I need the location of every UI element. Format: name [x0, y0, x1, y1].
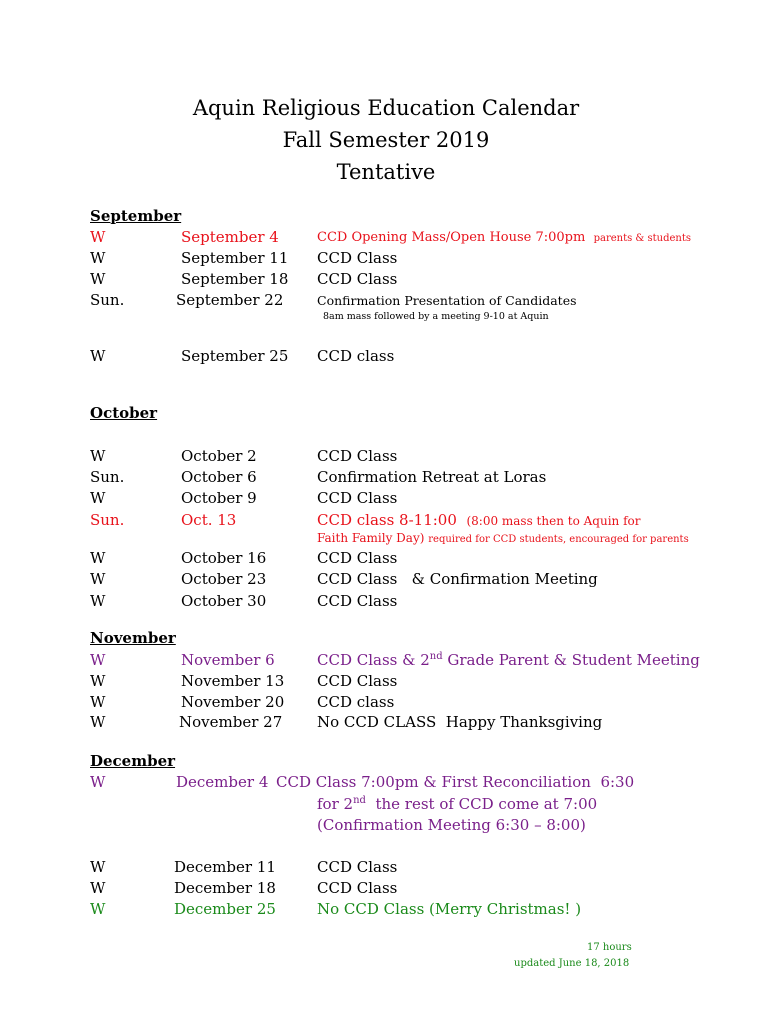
september-row	[0, 227, 768, 248]
december-row	[0, 772, 768, 793]
row-date: Oct. 13	[181, 511, 237, 529]
row-event: CCD Class	[317, 672, 398, 690]
row-event: CCD Class	[317, 592, 398, 610]
row-day: W	[90, 651, 106, 669]
october-row	[0, 488, 768, 509]
row-day: W	[90, 270, 106, 288]
row-event: CCD class 8-11:00 (8:00 mass then to Aquin for	[317, 511, 641, 529]
row-event: CCD Class	[317, 447, 398, 465]
event-line-2: for 2nd the rest of CCD come at 7:00	[317, 795, 598, 813]
september-heading: September	[90, 207, 182, 225]
row-day: W	[90, 858, 106, 876]
row-day: W	[90, 773, 106, 791]
row-date: September 22	[176, 291, 284, 309]
row-date: December 25	[174, 900, 276, 918]
row-day: W	[90, 672, 106, 690]
row-date: December 4	[176, 773, 269, 791]
row-day: Sun.	[90, 468, 125, 486]
row-event: CCD class	[317, 347, 395, 365]
row-date: November 27	[179, 713, 283, 731]
november-row	[0, 671, 768, 692]
october-row	[0, 446, 768, 467]
december-row	[0, 857, 768, 878]
october-row	[0, 591, 768, 612]
event-line-2: Faith Family Day) required for CCD students, encouraged for parents	[317, 531, 689, 545]
december-heading: December	[90, 752, 176, 770]
october-row	[0, 569, 768, 590]
row-day: W	[90, 900, 106, 918]
row-event: CCD Class	[317, 489, 398, 507]
row-day: W	[90, 693, 106, 711]
row-date: October 23	[181, 570, 267, 588]
september-row	[0, 290, 768, 311]
september-row	[0, 269, 768, 290]
row-event: Confirmation Presentation of Candidates	[317, 293, 577, 308]
row-event: CCD Class 7:00pm & First Reconciliation 6:30	[276, 773, 635, 791]
row-day: W	[90, 347, 106, 365]
event-note: parents & students	[593, 233, 692, 244]
row-event: Confirmation Retreat at Loras	[317, 468, 547, 486]
title-line-1: Aquin Religious Education Calendar	[192, 96, 580, 120]
title-line-3: Tentative	[336, 160, 436, 184]
row-day: W	[90, 489, 106, 507]
row-event: CCD Class	[317, 249, 398, 267]
row-date: October 16	[181, 549, 267, 567]
september-row	[0, 346, 768, 367]
row-date: September 25	[181, 347, 289, 365]
event-note: 8am mass followed by a meeting 9-10 at Aquin	[323, 311, 549, 322]
row-event: CCD Class	[317, 270, 398, 288]
november-row	[0, 650, 768, 671]
december-row	[0, 899, 768, 920]
december-row	[0, 878, 768, 899]
updated-date: updated June 18, 2018	[514, 958, 630, 969]
row-date: November 20	[181, 693, 285, 711]
row-date: November 13	[181, 672, 285, 690]
row-event: CCD Class & Confirmation Meeting	[317, 570, 598, 588]
september-row	[0, 248, 768, 269]
row-day: W	[90, 549, 106, 567]
row-day: W	[90, 592, 106, 610]
october-heading: October	[90, 404, 158, 422]
event-line-3: (Confirmation Meeting 6:30 – 8:00)	[317, 816, 586, 834]
document-title	[0, 92, 768, 188]
row-event: CCD Class	[317, 549, 398, 567]
row-date: October 6	[181, 468, 257, 486]
row-date: September 18	[181, 270, 289, 288]
row-day: W	[90, 249, 106, 267]
row-date: October 30	[181, 592, 267, 610]
row-event: CCD Opening Mass/Open House 7:00pm parents & students	[317, 230, 692, 245]
row-day: W	[90, 447, 106, 465]
row-date: September 11	[181, 249, 289, 267]
row-event: CCD class	[317, 693, 395, 711]
event-note: required for CCD students, encouraged for parents	[428, 534, 689, 545]
row-event: CCD Class & 2nd Grade Parent & Student Meeting	[317, 651, 700, 669]
event-detail: (8:00 mass then to Aquin for	[466, 514, 641, 528]
row-date: September 4	[181, 228, 279, 246]
row-day: W	[90, 879, 106, 897]
row-date: October 9	[181, 489, 257, 507]
row-date: October 2	[181, 447, 257, 465]
row-event: CCD Class	[317, 858, 398, 876]
row-day: W	[90, 713, 106, 731]
row-date: December 18	[174, 879, 276, 897]
row-date: November 6	[181, 651, 275, 669]
row-event: No CCD CLASS Happy Thanksgiving	[317, 713, 603, 731]
october-row	[0, 467, 768, 488]
october-row	[0, 548, 768, 569]
row-day: W	[90, 570, 106, 588]
november-row	[0, 692, 768, 713]
november-heading: November	[90, 629, 176, 647]
title-line-2: Fall Semester 2019	[282, 128, 490, 152]
november-row	[0, 712, 768, 733]
row-day: Sun.	[90, 291, 125, 309]
row-day: Sun.	[90, 511, 125, 529]
row-event: No CCD Class (Merry Christmas! )	[317, 900, 582, 918]
hours-total: 17 hours	[587, 942, 632, 953]
row-event: CCD Class	[317, 879, 398, 897]
october-row	[0, 510, 768, 531]
row-day: W	[90, 228, 106, 246]
row-date: December 11	[174, 858, 276, 876]
